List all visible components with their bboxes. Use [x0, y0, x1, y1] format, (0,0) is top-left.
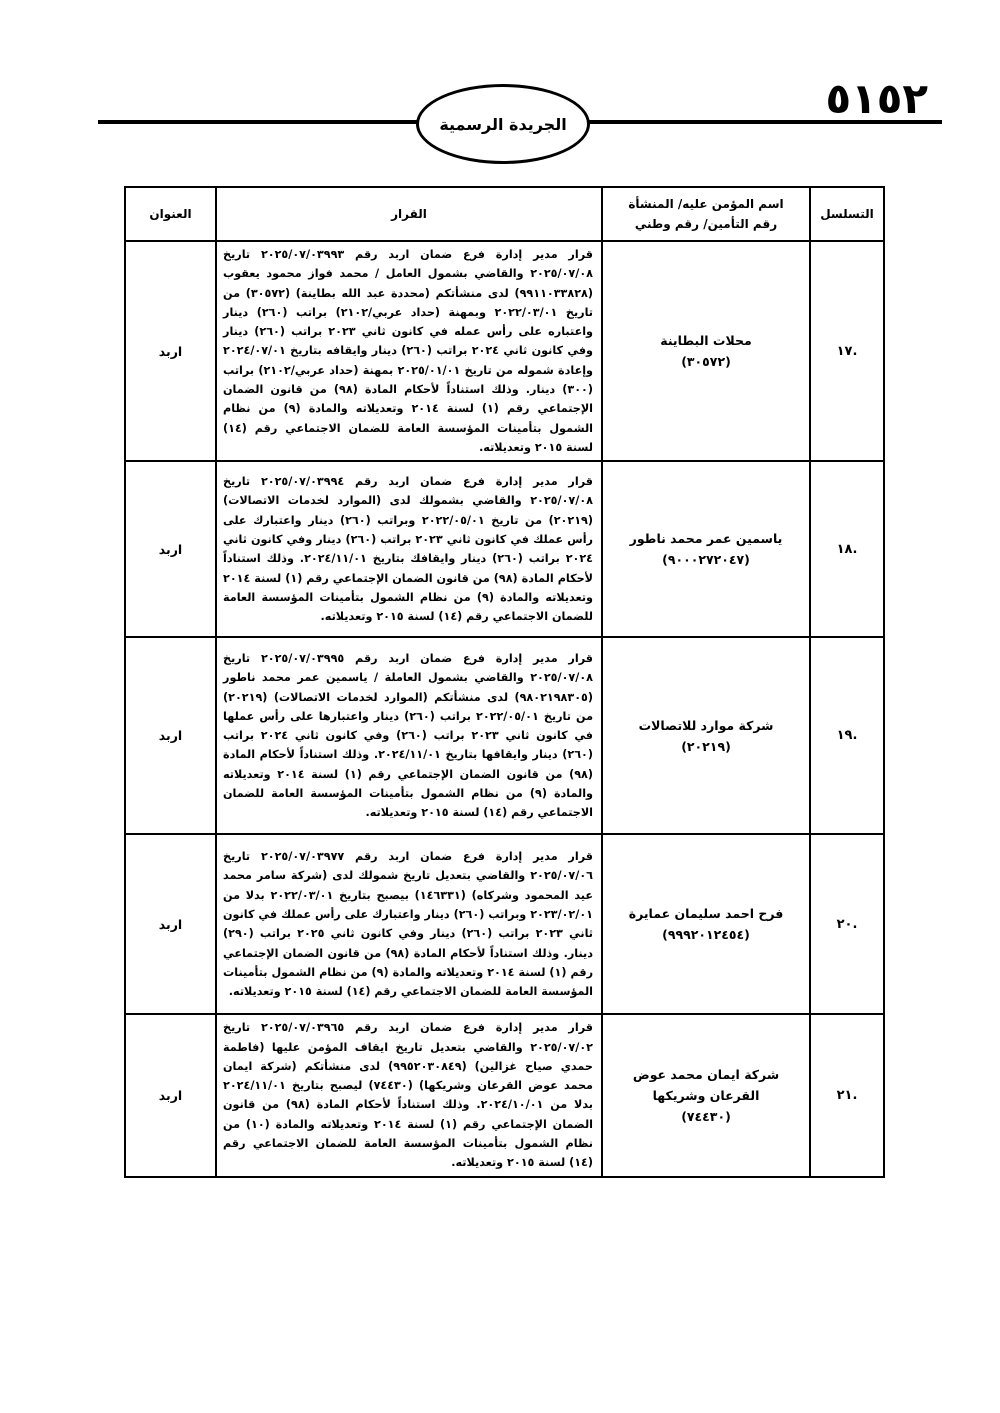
row-serial: .٢٠ — [810, 834, 884, 1014]
decisions-table-wrapper — [126, 186, 885, 1178]
row-name-cell — [602, 834, 810, 1014]
table-header-row — [125, 187, 884, 241]
row-address: اربد — [125, 241, 216, 461]
row-serial: .١٨ — [810, 461, 884, 637]
row-address: اربد — [125, 637, 216, 834]
row-address: اربد — [125, 1014, 216, 1176]
row-number: (٧٤٤٣٠) — [681, 1108, 731, 1124]
table-row — [125, 241, 884, 461]
table-row — [125, 637, 884, 834]
row-name-cell — [602, 637, 810, 834]
row-number: (٢٠٢١٩) — [681, 738, 731, 754]
row-decision: قرار مدير إدارة فرع ضمان اربد رقم ٢٠٢٥/٠٧/٠٣٩٩٣ تاريخ ٢٠٢٥/٠٧/٠٨ والقاضي بشمول العامل / محمد فواز محمود يعقوب (٩٩١١٠٣٣٨٢٨) لدى منشأتكم (محددة عبد الله بطاينة) (٣٠٥٧٢) من تاريخ ٢٠٢٢/٠٣/٠١ وبمهنة (حداد عربي/٢١٠٢) براتب (٢٦٠) دينار واعتباره على رأس عمله في كانون ثاني ٢٠٢٣ براتب (٢٦٠) دينار وفي كانون ثاني ٢٠٢٤ براتب (٢٦٠) دينار وايقافه بتاريخ ٢٠٢٤/٠٧/٠١ وإعادة شموله من تاريخ ٢٠٢٥/٠١/٠١ بمهنة (حداد عربي/٢١٠٢) براتب (٣٠٠) دينار. وذلك استناداً لأحكام المادة (٩٨) من قانون الضمان الإجتماعي رقم (١) لسنة ٢٠١٤ وتعديلاته والمادة (٩) من نظام الشمول بتأمينات المؤسسة العامة للضمان الاجتماعي رقم (١٤) لسنة ٢٠١٥ وتعديلاته. — [216, 241, 602, 461]
row-serial: .٢١ — [810, 1014, 884, 1176]
row-name-cell — [602, 461, 810, 637]
header-decision: القرار — [216, 187, 602, 241]
table-row — [125, 834, 884, 1014]
row-serial: .١٧ — [810, 241, 884, 461]
row-number: (٩٩٩٢٠١٢٤٥٤) — [662, 927, 750, 943]
row-name: فرح احمد سليمان عمايرة — [628, 906, 784, 922]
row-name-cell — [602, 1014, 810, 1176]
row-number: (٣٠٥٧٢) — [681, 354, 731, 370]
row-name: شركة موارد للاتصالات — [638, 717, 774, 733]
row-number: (٩٠٠٠٢٧٢٠٤٧) — [662, 552, 750, 568]
table-row — [125, 461, 884, 637]
row-name: ياسمين عمر محمد ناطور — [629, 531, 783, 547]
header-name-line2: رقم التأمين/ رقم وطني — [634, 217, 778, 231]
row-name-cell — [602, 241, 810, 461]
row-decision: قرار مدير إدارة فرع ضمان اربد رقم ٢٠٢٥/٠٧/٠٣٩٩٤ تاريخ ٢٠٢٥/٠٧/٠٨ والقاضي بشمولك لدى (الموارد لخدمات الاتصالات) (٢٠٢١٩) من تاريخ ٢٠٢٢/٠٥/٠١ وبراتب (٢٦٠) دينار واعتبارك على رأس عملك في كانون ثاني ٢٠٢٣ براتب (٢٦٠) دينار وفي كانون ثاني ٢٠٢٤ براتب (٢٦٠) دينار وايقافك بتاريخ ٢٠٢٤/١١/٠١. وذلك استناداً لأحكام المادة (٩٨) من قانون الضمان الإجتماعي رقم (١) لسنة ٢٠١٤ وتعديلاته والمادة (٩) من نظام الشمول بتأمينات المؤسسة العامة للضمان الاجتماعي رقم (١٤) لسنة ٢٠١٥ وتعديلاته. — [216, 461, 602, 637]
header-address: العنوان — [125, 187, 216, 241]
decisions-table — [124, 186, 885, 1178]
row-decision: قرار مدير إدارة فرع ضمان اربد رقم ٢٠٢٥/٠٧/٠٣٩٦٥ تاريخ ٢٠٢٥/٠٧/٠٢ والقاضي بتعديل تاريخ ايقاف المؤمن عليها (فاطمة حمدي صياح غزالين) (٩٩٥٢٠٣٠٨٤٩) لدى منشأتكم (شركة ايمان محمد عوض القرعان وشريكها) (٧٤٤٣٠) ليصبح بتاريخ ٢٠٢٤/١١/٠١ بدلا من ٢٠٢٤/١٠/٠١. وذلك استناداً لأحكام المادة (٩٨) من قانون الضمان الإجتماعي رقم (١) لسنة ٢٠١٤ وتعديلاته والمادة (١٠) من نظام الشمول بتأمينات المؤسسة العامة للضمان الاجتماعي رقم (١٤) لسنة ٢٠١٥ وتعديلاته. — [216, 1014, 602, 1176]
header-name-line1: اسم المؤمن عليه/ المنشأة — [628, 197, 784, 211]
page-number: ٥١٥٢ — [825, 74, 928, 123]
header-serial: التسلسل — [810, 187, 884, 241]
row-name: محلات البطاينة — [660, 333, 752, 349]
row-serial: .١٩ — [810, 637, 884, 834]
table-row — [125, 1014, 884, 1176]
row-address: اربد — [125, 834, 216, 1014]
row-decision: قرار مدير إدارة فرع ضمان اربد رقم ٢٠٢٥/٠٧/٠٣٩٧٧ تاريخ ٢٠٢٥/٠٧/٠٦ والقاضي بتعديل تاريخ شمولك لدى (شركة سامر محمد عيد المحمود وشركاه) (١٤٦٣٣١) بيصبح بتاريخ ٢٠٢٢/٠٣/٠١ بدلا من ٢٠٢٣/٠٢/٠١ وبراتب (٢٦٠) دينار واعتبارك على رأس عملك في كانون ثاني ٢٠٢٣ براتب (٢٦٠) دينار وفي كانون ثاني ٢٠٢٥ براتب (٢٩٠) دينار. وذلك استناداً لأحكام المادة (٩٨) من قانون الضمان الإجتماعي رقم (١) لسنة ٢٠١٤ وتعديلاته والمادة (٩) من نظام الشمول بتأمينات المؤسسة العامة للضمان الاجتماعي رقم (١٤) لسنة ٢٠١٥ وتعديلاته. — [216, 834, 602, 1014]
gazette-title: الجريدة الرسمية — [416, 84, 590, 164]
row-address: اربد — [125, 461, 216, 637]
row-decision: قرار مدير إدارة فرع ضمان اربد رقم ٢٠٢٥/٠٧/٠٣٩٩٥ تاريخ ٢٠٢٥/٠٧/٠٨ والقاضي بشمول العاملة / ياسمين عمر محمد ناطور (٩٨٠٢١٩٨٣٠٥) لدى منشأتكم (الموارد لخدمات الاتصالات) (٢٠٢١٩) من تاريخ ٢٠٢٢/٠٥/٠١ براتب (٢٦٠) دينار واعتبارها على رأس عملها في كانون ثاني ٢٠٢٣ براتب (٢٦٠) وفي كانون ثاني ٢٠٢٤ براتب (٢٦٠) دينار وايقافها بتاريخ ٢٠٢٤/١١/٠١. وذلك استناداً لأحكام المادة (٩٨) من قانون الضمان الإجتماعي رقم (١) لسنة ٢٠١٤ وتعديلاته والمادة (٩) من نظام الشمول بتأمينات المؤسسة العامة للضمان الاجتماعي رقم (١٤) لسنة ٢٠١٥ وتعديلاته. — [216, 637, 602, 834]
row-name: شركة ايمان محمد عوض القرعان وشريكها — [632, 1066, 780, 1103]
header-name — [602, 187, 810, 241]
